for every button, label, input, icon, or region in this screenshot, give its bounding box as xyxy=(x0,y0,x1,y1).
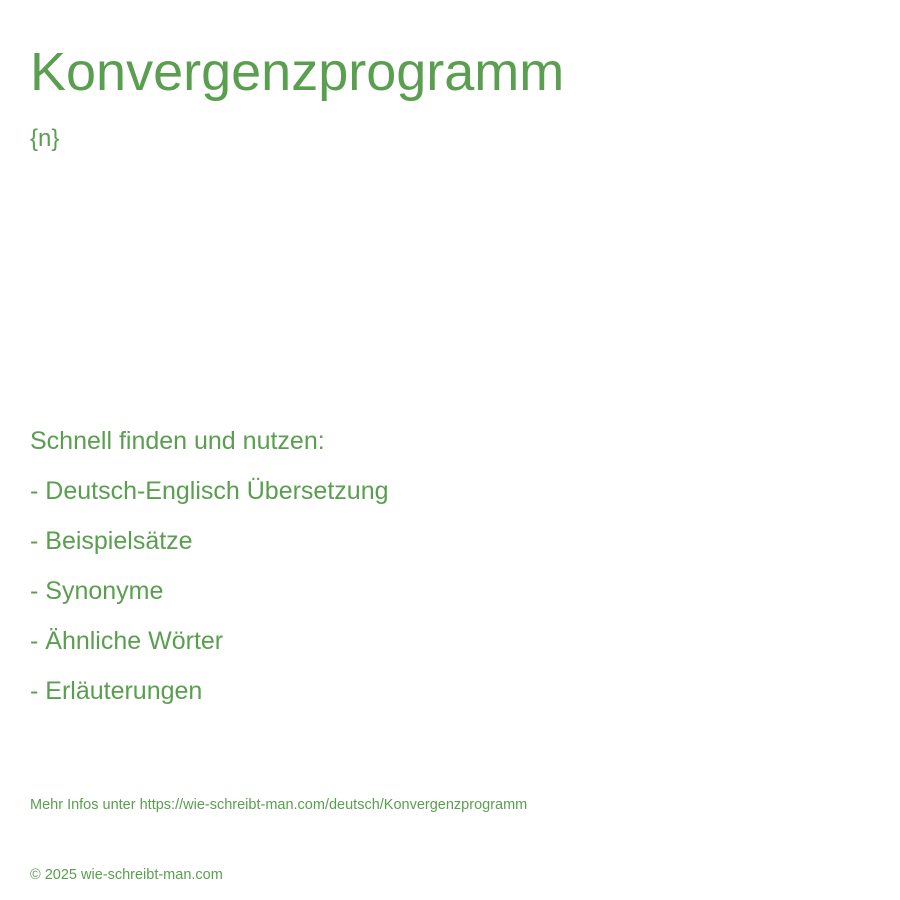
copyright-notice: © 2025 wie-schreibt-man.com xyxy=(30,867,223,883)
feature-item-example-sentences: - Beispielsätze xyxy=(30,527,193,555)
more-info-prefix: Mehr Infos unter xyxy=(30,797,140,813)
more-info-line xyxy=(30,795,527,815)
grammatical-gender: {n} xyxy=(30,125,60,152)
feature-item-synonyms: - Synonyme xyxy=(30,577,164,605)
feature-item-similar-words: - Ähnliche Wörter xyxy=(30,627,224,655)
page-title: Konvergenzprogramm xyxy=(30,42,565,102)
feature-list xyxy=(30,424,389,724)
feature-list-heading: Schnell finden und nutzen: xyxy=(30,427,325,455)
more-info-link[interactable]: https://wie-schreibt-man.com/deutsch/Konvergenzprogramm xyxy=(139,797,528,813)
feature-item-translation: - Deutsch-Englisch Übersetzung xyxy=(30,477,389,505)
feature-item-explanations: - Erläuterungen xyxy=(30,677,203,705)
